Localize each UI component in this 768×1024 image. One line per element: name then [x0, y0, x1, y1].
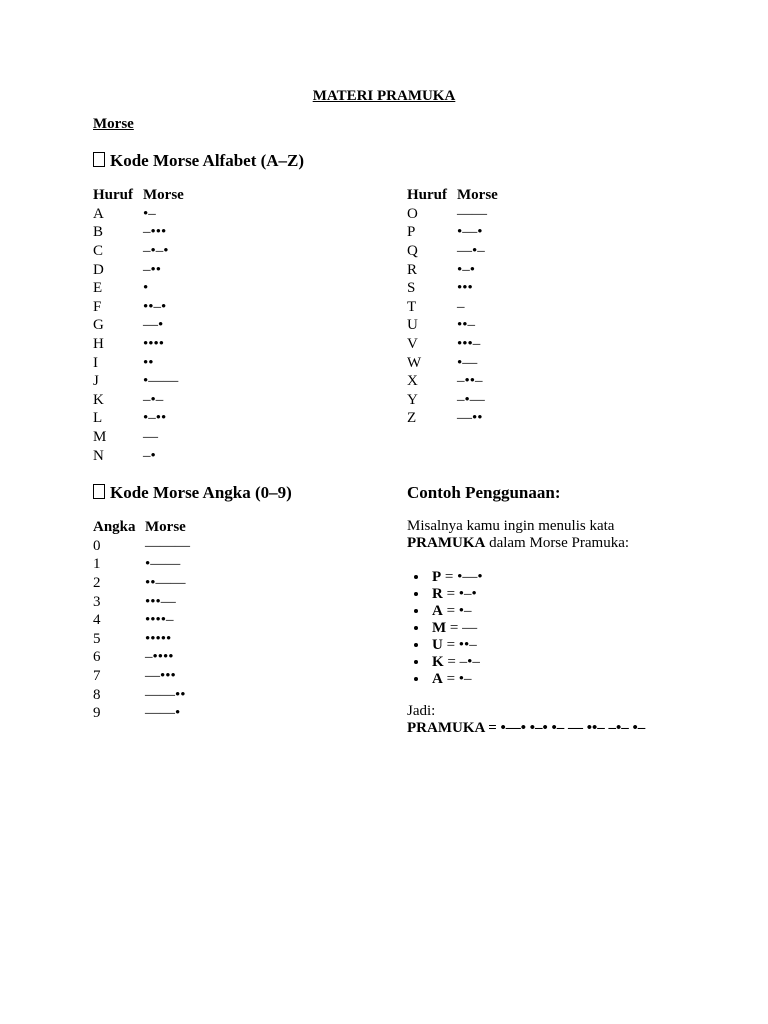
symbol-cell: 0	[93, 537, 101, 554]
example-letter: K	[432, 654, 444, 670]
table-row	[407, 261, 501, 280]
table-row	[93, 317, 187, 336]
checkbox-icon	[93, 152, 105, 167]
symbol-cell: 5	[93, 630, 101, 647]
morse-code-cell: ••——	[145, 574, 186, 591]
example-code: = •–•	[442, 586, 477, 602]
morse-code-cell: –•	[143, 447, 156, 464]
morse-code-cell: –•–	[143, 391, 164, 408]
symbol-cell: F	[93, 298, 102, 315]
morse-code-cell: ••–•	[143, 298, 167, 315]
table-row	[93, 354, 187, 373]
morse-code-cell: –•—	[457, 391, 485, 408]
table-row	[407, 372, 501, 391]
symbol-cell: E	[93, 280, 103, 297]
symbol-cell: R	[407, 261, 418, 278]
list-item	[429, 671, 483, 688]
table-row	[407, 205, 501, 224]
morse-code-cell: ———	[145, 537, 190, 554]
morse-code-cell: ••	[143, 354, 154, 371]
symbol-cell: S	[407, 280, 416, 297]
table-row	[407, 298, 501, 317]
morse-code-cell: ••••–	[145, 612, 174, 629]
morse-code-cell: –•–•	[143, 242, 169, 259]
column-header: Huruf	[407, 187, 448, 203]
symbol-cell: 2	[93, 574, 101, 591]
table-row	[407, 242, 501, 261]
table-row	[407, 354, 501, 373]
list-item	[429, 569, 483, 586]
table-row	[93, 704, 190, 723]
symbol-cell: M	[93, 428, 107, 445]
symbol-cell: W	[407, 354, 422, 371]
table-row	[93, 279, 187, 298]
table-row	[407, 317, 501, 336]
symbol-cell: 6	[93, 649, 101, 666]
result-text: PRAMUKA = •—• •–• •– — ••– –•– •–	[407, 720, 646, 736]
table-row	[93, 686, 190, 705]
table-row	[93, 593, 190, 612]
morse-code-cell: —	[143, 428, 158, 445]
table-row	[407, 410, 501, 429]
list-item	[429, 637, 483, 654]
symbol-cell: Z	[407, 410, 417, 427]
example-letter: P	[432, 569, 442, 585]
table-row	[93, 574, 190, 593]
column-header: Morse	[143, 187, 184, 203]
morse-code-cell: —•••	[145, 667, 176, 684]
table-row	[407, 224, 501, 243]
table-row	[93, 205, 187, 224]
morse-code-cell: •–••	[143, 410, 167, 427]
symbol-cell: P	[407, 224, 416, 241]
example-code: = •–	[442, 603, 472, 619]
table-row	[93, 428, 187, 447]
example-intro-rest: dalam Morse Pramuka:	[485, 535, 630, 551]
table-row	[93, 372, 187, 391]
example-letter: A	[432, 671, 443, 687]
table-row	[93, 611, 190, 630]
symbol-cell: U	[407, 317, 418, 334]
column-header: Morse	[457, 187, 498, 203]
section-subtitle: Morse	[93, 116, 134, 132]
morse-code-cell: •••••	[145, 630, 172, 647]
number-heading	[93, 483, 292, 503]
table-row	[407, 279, 501, 298]
symbol-cell: J	[93, 373, 99, 390]
morse-code-cell: ——•	[145, 705, 181, 722]
table-row	[93, 556, 190, 575]
example-letter: R	[432, 586, 443, 602]
morse-code-cell: ——••	[145, 686, 186, 703]
symbol-cell: C	[93, 242, 104, 259]
example-heading: Contoh Penggunaan:	[407, 483, 561, 502]
morse-code-cell: •••–	[457, 335, 481, 352]
example-result	[407, 703, 645, 737]
alphabet-heading	[93, 151, 304, 171]
example-intro-line	[407, 535, 629, 552]
symbol-cell: D	[93, 261, 104, 278]
morse-code-cell: •—	[457, 354, 478, 371]
column-header: Huruf	[93, 187, 134, 203]
example-letter: U	[432, 637, 443, 653]
example-code: = –•–	[443, 654, 480, 670]
symbol-cell: H	[93, 335, 104, 352]
symbol-cell: Y	[407, 391, 418, 408]
symbol-cell: 7	[93, 667, 101, 684]
symbol-cell: N	[93, 447, 104, 464]
list-item	[429, 654, 483, 671]
morse-code-cell: –••	[143, 261, 162, 278]
symbol-cell: O	[407, 205, 418, 222]
table-row	[93, 447, 187, 466]
morse-code-cell: •••—	[145, 593, 176, 610]
table-row	[407, 391, 501, 410]
morse-code-cell: •–•	[457, 261, 476, 278]
morse-code-cell: •——	[143, 373, 179, 390]
symbol-cell: X	[407, 373, 418, 390]
table-row	[93, 335, 187, 354]
table-row	[93, 298, 187, 317]
symbol-cell: 3	[93, 593, 101, 610]
symbol-cell: L	[93, 410, 103, 427]
morse-code-cell: ••–	[457, 317, 476, 334]
table-row	[93, 537, 190, 556]
list-item	[429, 586, 483, 603]
morse-code-cell: —•–	[457, 242, 485, 259]
morse-code-cell: •••	[457, 280, 473, 297]
table-row	[93, 649, 190, 668]
morse-code-cell: •–	[143, 205, 156, 222]
number-heading-text: Kode Morse Angka (0–9)	[110, 483, 292, 502]
table-row	[93, 261, 187, 280]
table-row	[93, 224, 187, 243]
example-word: PRAMUKA	[407, 535, 486, 551]
morse-code-cell: —••	[457, 410, 483, 427]
symbol-cell: 4	[93, 612, 101, 629]
example-letter: M	[432, 620, 447, 636]
symbol-cell: 8	[93, 686, 101, 703]
number-table	[93, 518, 190, 723]
table-row	[93, 242, 187, 261]
example-code: = •–	[442, 671, 472, 687]
morse-code-cell: –••••	[145, 649, 174, 666]
morse-code-cell: •——	[145, 556, 181, 573]
morse-code-cell: —•	[143, 317, 164, 334]
example-intro-line: Misalnya kamu ingin menulis kata	[407, 518, 615, 534]
list-item	[429, 603, 483, 620]
symbol-cell: 9	[93, 705, 101, 722]
symbol-cell: 1	[93, 556, 101, 573]
alphabet-heading-text: Kode Morse Alfabet (A–Z)	[110, 151, 305, 170]
morse-code-cell: •—•	[457, 224, 483, 241]
symbol-cell: A	[93, 205, 104, 222]
example-list	[407, 569, 483, 688]
table-row	[93, 410, 187, 429]
page-title: MATERI PRAMUKA	[312, 88, 456, 104]
morse-code-cell: –•••	[143, 224, 167, 241]
alphabet-table-right	[407, 186, 501, 428]
morse-code-cell: ——	[457, 205, 487, 222]
column-header: Morse	[145, 519, 186, 535]
symbol-cell: Q	[407, 242, 418, 259]
morse-code-cell: –••–	[457, 373, 483, 390]
example-code: = —	[446, 620, 478, 636]
symbol-cell: I	[93, 354, 98, 371]
example-code: = •—•	[441, 569, 483, 585]
morse-code-cell: –	[457, 298, 465, 315]
morse-code-cell: •	[143, 280, 149, 297]
table-row	[93, 667, 190, 686]
column-header: Angka	[93, 519, 136, 535]
table-row	[93, 630, 190, 649]
morse-code-cell: ••••	[143, 335, 165, 352]
symbol-cell: V	[407, 335, 418, 352]
symbol-cell: T	[407, 298, 417, 315]
example-intro	[407, 518, 629, 552]
result-label: Jadi:	[407, 703, 436, 719]
symbol-cell: B	[93, 224, 104, 241]
example-letter: A	[432, 603, 443, 619]
symbol-cell: G	[93, 317, 104, 334]
alphabet-table-left	[93, 186, 187, 465]
symbol-cell: K	[93, 391, 104, 408]
table-row	[407, 335, 501, 354]
table-row	[93, 391, 187, 410]
example-code: = ••–	[442, 637, 477, 653]
checkbox-icon	[93, 484, 105, 499]
list-item	[429, 620, 483, 637]
